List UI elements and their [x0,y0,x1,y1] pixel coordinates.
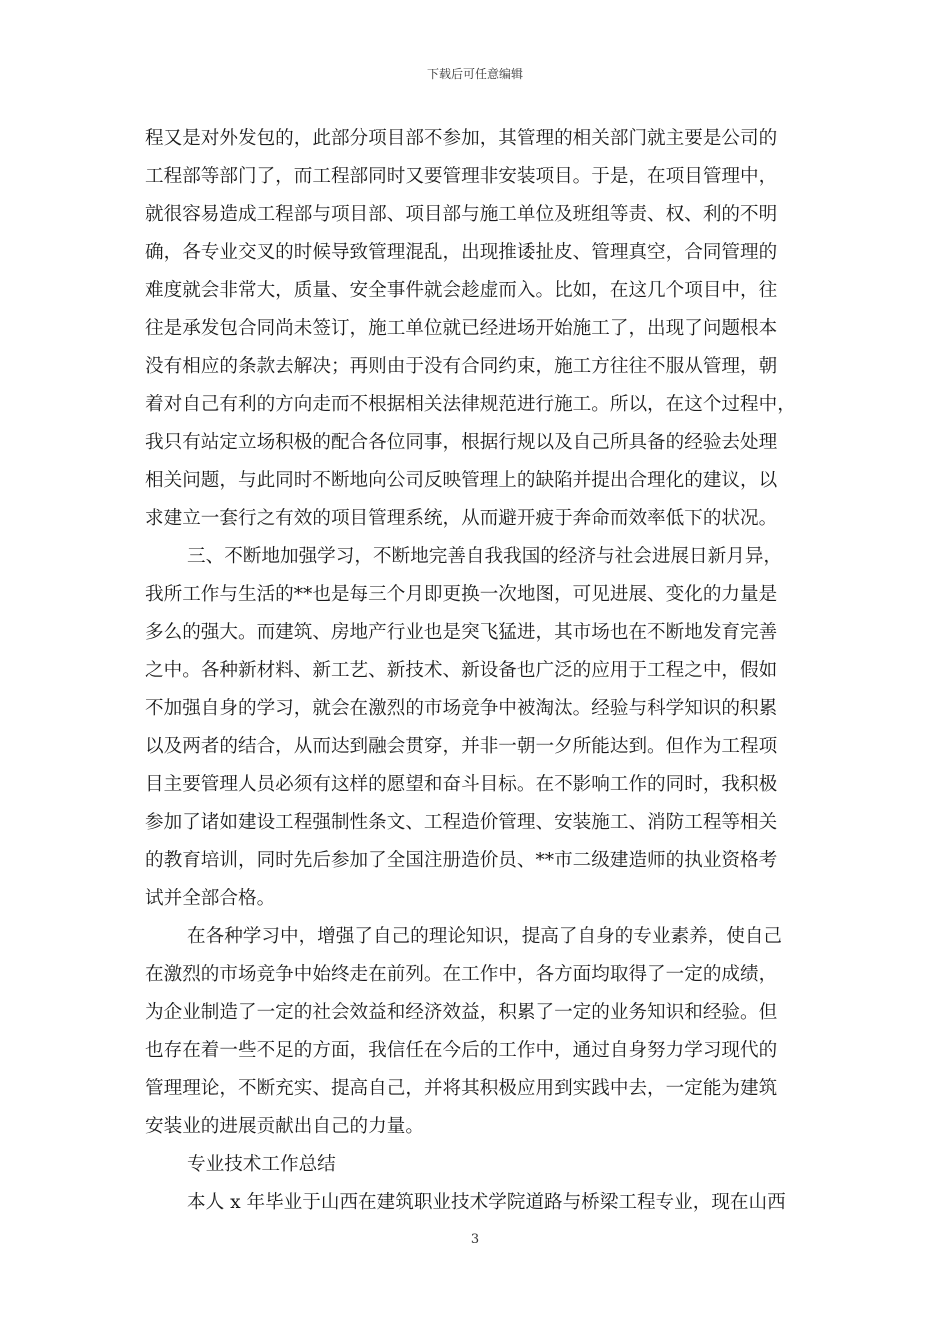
text-line: 确，各专业交叉的时候导致管理混乱，出现推诿扯皮、管理真空，合同管理的 [145,242,778,263]
text-line: 目主要管理人员必须有这样的愿望和奋斗目标。在不影响工作的同时，我积极 [145,774,778,795]
text-line: 往是承发包合同尚未签订，施工单位就已经进场开始施工了，出现了问题根本 [145,318,778,339]
text-line: 我所工作与生活的**也是每三个月即更换一次地图，可见进展、变化的力量是 [145,584,778,605]
text-line: 为企业制造了一定的社会效益和经济效益，积累了一定的业务知识和经验。但 [145,1002,778,1023]
text-line: 没有相应的条款去解决；再则由于没有合同约束，施工方往往不服从管理，朝 [145,356,778,377]
text-line: 着对自己有利的方向走而不根据相关法律规范进行施工。所以，在这个过程中， [145,394,796,415]
text-line: 三、不断地加强学习，不断地完善自我我国的经济与社会进展日新月异， [187,546,783,567]
text-line: 本人 x 年毕业于山西在建筑职业技术学院道路与桥梁工程专业，现在山西 [187,1192,786,1213]
text-line: 管理理论，不断充实、提高自己，并将其积极应用到实践中去，一定能为建筑 [145,1078,778,1099]
page-header: 下载后可任意编辑 [426,67,523,81]
text-line: 在各种学习中，增强了自己的理论知识，提高了自身的专业素养，使自己 [187,926,783,947]
text-line: 参加了诸如建设工程强制性条文、工程造价管理、安装施工、消防工程等相关 [145,812,778,833]
text-line: 之中。各种新材料、新工艺、新技术、新设备也广泛的应用于工程之中，假如 [145,660,778,681]
text-line: 也存在着一些不足的方面，我信任在今后的工作中，通过自身努力学习现代的 [145,1040,778,1061]
text-line: 试并全部合格。 [145,888,276,909]
text-line: 在激烈的市场竞争中始终走在前列。在工作中，各方面均取得了一定的成绩， [145,964,778,985]
text-line: 就很容易造成工程部与项目部、项目部与施工单位及班组等责、权、利的不明 [145,204,778,225]
text-line: 相关问题，与此同时不断地向公司反映管理上的缺陷并提出合理化的建议，以 [145,470,778,491]
text-line: 求建立一套行之有效的项目管理系统，从而避开疲于奔命而效率低下的状况。 [145,508,778,529]
text-line: 的教育培训，同时先后参加了全国注册造价员、**市二级建造师的执业资格考 [145,850,778,871]
document-body [145,120,809,1222]
text-line: 专业技术工作总结 [187,1154,336,1175]
text-line: 工程部等部门了，而工程部同时又要管理非安装项目。于是，在项目管理中， [145,166,778,187]
page-number: 3 [470,1232,480,1247]
text-line: 难度就会非常大，质量、安全事件就会趁虚而入。比如，在这几个项目中，往 [145,280,778,301]
text-line: 我只有站定立场积极的配合各位同事，根据行规以及自己所具备的经验去处理 [145,432,778,453]
text-line: 不加强自身的学习，就会在激烈的市场竞争中被淘汰。经验与科学知识的积累 [145,698,778,719]
text-line: 安装业的进展贡献出自己的力量。 [145,1116,424,1137]
text-line: 程又是对外发包的，此部分项目部不参加，其管理的相关部门就主要是公司的 [145,128,778,149]
text-line: 以及两者的结合，从而达到融会贯穿，并非一朝一夕所能达到。但作为工程项 [145,736,778,757]
text-line: 多么的强大。而建筑、房地产行业也是突飞猛进，其市场也在不断地发育完善 [145,622,778,643]
